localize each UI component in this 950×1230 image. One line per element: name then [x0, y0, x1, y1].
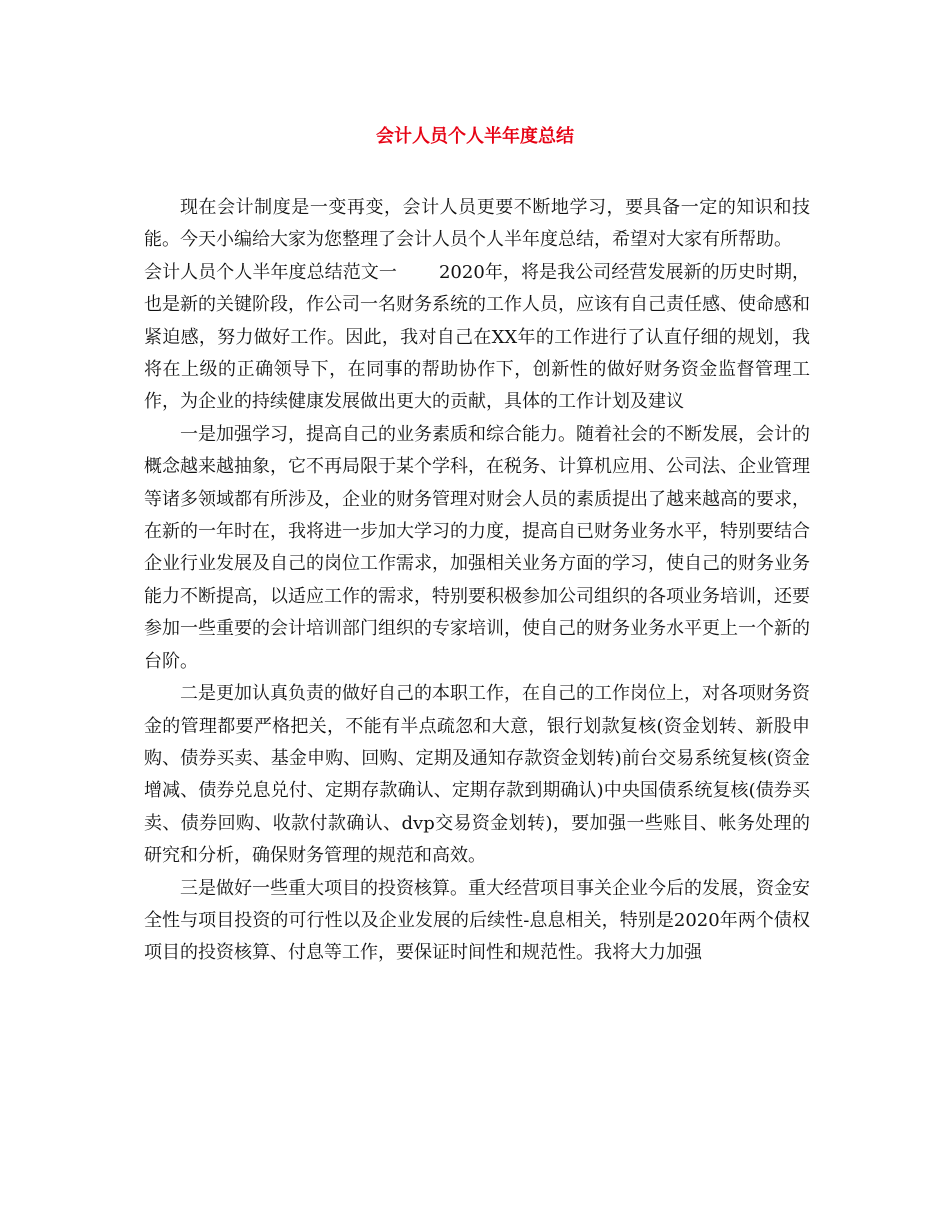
- body-paragraph-1: 一是加强学习，提高自己的业务素质和综合能力。随着社会的不断发展，会计的概念越来越抽象，它不再局限于某个学科，在税务、计算机应用、公司法、企业管理等诸多领域都有所涉及，企业的财务管理对财会人员的素质提出了越来越高的要求，在新的一年时在，我将进一步加大学习的力度，提高自已财务业务水平，特别要结合企业行业发展及自己的岗位工作需求，加强相关业务方面的学习，使自己的财务业务能力不断提高，以适应工作的需求，特别要积极参加公司组织的各项业务培训，还要参加一些重要的会计培训部门组织的专家培训，使自己的财务业务水平更上一个新的台阶。: [144, 423, 810, 672]
- body-paragraph-2: 二是更加认真负责的做好自己的本职工作，在自己的工作岗位上，对各项财务资金的管理都要严格把关，不能有半点疏忽和大意，银行划款复核(资金划转、新股申购、债券买卖、基金申购、回购、定期及通知存款资金划转)前台交易系统复核(资金增减、债券兑息兑付、定期存款确认、定期存款到期确认)中央国债系统复核(债券买卖、债券回购、收款付款确认、dvp交易资金划转)，要加强一些账目、帐务处理的研究和分析，确保财务管理的规范和高效。: [144, 683, 810, 867]
- document-title: 会计人员个人半年度总结: [376, 126, 574, 147]
- section-heading: 会计人员个人半年度总结范文一: [144, 261, 397, 283]
- document-body: [144, 192, 810, 970]
- section-paragraph: [144, 257, 810, 419]
- body-paragraph-3: 三是做好一些重大项目的投资核算。重大经营项目事关企业今后的发展，资金安全性与项目投资的可行性以及企业发展的后续性-息息相关，特别是2020年两个债权项目的投资核算、付息等工作，要保证时间性和规范性。我将大力加强: [144, 877, 810, 964]
- section-first-paragraph: 2020年，将是我公司经营发展新的历史时期，也是新的关键阶段，作公司一名财务系统的工作人员，应该有自己责任感、使命感和紧迫感，努力做好工作。因此，我对自己在XX年的工作进行了认直仔细的规划，我将在上级的正确领导下，在同事的帮助协作下，创新性的做好财务资金监督管理工作，为企业的持续健康发展做出更大的贡献，具体的工作计划及建议: [144, 261, 811, 413]
- intro-paragraph: 现在会计制度是一变再变，会计人员更要不断地学习，要具备一定的知识和技能。今天小编给大家为您整理了会计人员个人半年度总结，希望对大家有所帮助。: [144, 197, 810, 251]
